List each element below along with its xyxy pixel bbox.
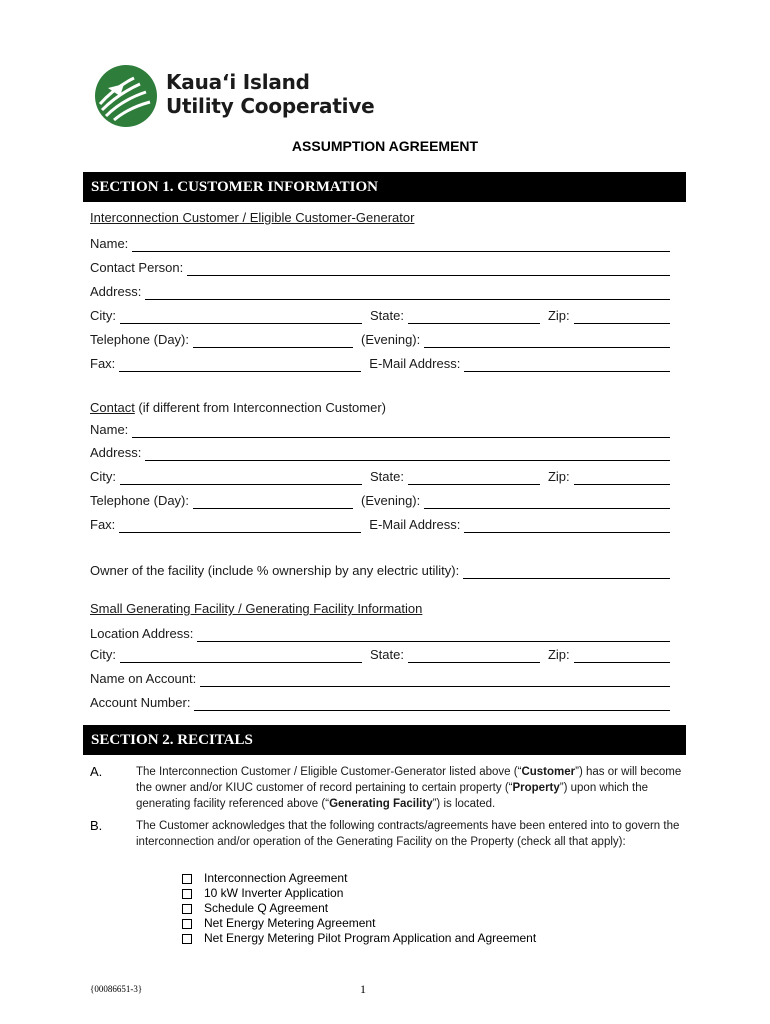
name-on-account-row (90, 667, 670, 687)
contact-fax-field[interactable] (119, 518, 361, 533)
contact-fax-row (90, 513, 670, 533)
checkbox[interactable] (182, 874, 192, 884)
contact-zip-field[interactable] (574, 470, 670, 485)
recital-a-part-4: ”) is located. (432, 798, 496, 810)
customer-telephone-day-field[interactable] (193, 333, 353, 348)
logo-line-2: Utility Cooperative (166, 94, 375, 118)
customer-city-field[interactable] (120, 309, 362, 324)
account-number-row (90, 691, 670, 711)
property-term: Property (512, 782, 560, 794)
document-id: {00086651-3} (90, 984, 143, 994)
checkbox[interactable] (182, 919, 192, 929)
contact-heading-note: (if different from Interconnection Customer) (134, 400, 387, 415)
zip-label: Zip: (547, 469, 570, 484)
owner-row (90, 559, 670, 579)
checklist-item-label: Net Energy Metering Agreement (204, 916, 376, 930)
customer-telephone-row (90, 328, 670, 348)
account-number-label: Account Number: (90, 695, 191, 710)
location-address-row (90, 622, 670, 642)
contact-name-row (90, 418, 670, 438)
kiuc-logo-icon (94, 64, 158, 128)
checkbox[interactable] (182, 934, 192, 944)
customer-zip-field[interactable] (574, 309, 670, 324)
recital-a-part-1: The Interconnection Customer / Eligible Customer-Generator listed above (“ (136, 766, 522, 778)
checklist-item (182, 871, 536, 886)
customer-address-row (90, 280, 670, 300)
facility-city-row (90, 643, 670, 663)
customer-fax-field[interactable] (119, 357, 361, 372)
logo-text (166, 70, 375, 118)
contact-heading-underlined: Contact (90, 400, 135, 415)
evening-label: (Evening): (361, 332, 421, 347)
page-number: 1 (360, 982, 366, 996)
fax-label: Fax: (90, 356, 116, 371)
agreement-checklist (182, 871, 536, 946)
evening-label: (Evening): (361, 493, 421, 508)
kiuc-logo (94, 64, 394, 128)
checklist-item-label: Net Energy Metering Pilot Program Application and Agreement (204, 931, 537, 945)
contact-person-row (90, 256, 670, 276)
city-label: City: (90, 647, 116, 662)
checklist-item-label: Interconnection Agreement (204, 871, 348, 885)
owner-field[interactable] (463, 564, 670, 579)
account-number-field[interactable] (194, 696, 670, 711)
contact-address-row (90, 441, 670, 461)
checklist-item (182, 916, 536, 931)
recital-a-part-2: ”) has or will become the owner and/or KIUC customer of record pertaining to certain property (“ (136, 766, 682, 794)
recital-a-letter: A. (90, 764, 103, 779)
section-1-header: SECTION 1. CUSTOMER INFORMATION (83, 172, 686, 202)
recital-b-letter: B. (90, 818, 103, 833)
owner-label: Owner of the facility (include % ownership by any electric utility): (90, 563, 460, 578)
checklist-item (182, 901, 536, 916)
recital-a-part-3: ”) upon which the generating facility referenced above (“ (136, 782, 648, 810)
customer-address-field[interactable] (145, 285, 670, 300)
customer-heading: Interconnection Customer / Eligible Customer-Generator (90, 210, 415, 225)
customer-fax-row (90, 352, 670, 372)
contact-city-field[interactable] (120, 470, 362, 485)
checkbox[interactable] (182, 904, 192, 914)
location-address-label: Location Address: (90, 626, 194, 641)
customer-state-field[interactable] (408, 309, 540, 324)
checklist-item (182, 931, 536, 946)
logo-line-1: Kaua‘i Island (166, 70, 310, 94)
customer-city-row (90, 304, 670, 324)
city-label: City: (90, 308, 116, 323)
email-label: E-Mail Address: (369, 517, 461, 532)
contact-heading (90, 400, 386, 415)
name-on-account-field[interactable] (200, 672, 670, 687)
contact-name-field[interactable] (132, 423, 670, 438)
document-title: ASSUMPTION AGREEMENT (291, 138, 479, 154)
telephone-day-label: Telephone (Day): (90, 332, 189, 347)
state-label: State: (370, 469, 404, 484)
state-label: State: (370, 308, 404, 323)
recital-b-text: The Customer acknowledges that the following contracts/agreements have been entered into to govern the interconnection and/or operation of the Generating Facility on the Property (check all that apply): (136, 820, 680, 848)
section-2-header: SECTION 2. RECITALS (83, 725, 686, 755)
zip-label: Zip: (547, 647, 570, 662)
customer-telephone-evening-field[interactable] (424, 333, 670, 348)
checklist-item-label: Schedule Q Agreement (204, 901, 329, 915)
contact-email-field[interactable] (464, 518, 670, 533)
contact-person-label: Contact Person: (90, 260, 184, 275)
facility-zip-field[interactable] (574, 648, 670, 663)
contact-telephone-evening-field[interactable] (424, 494, 670, 509)
zip-label: Zip: (547, 308, 570, 323)
telephone-day-label: Telephone (Day): (90, 493, 189, 508)
contact-state-field[interactable] (408, 470, 540, 485)
name-label: Name: (90, 422, 129, 437)
facility-city-field[interactable] (120, 648, 362, 663)
checkbox[interactable] (182, 889, 192, 899)
contact-telephone-day-field[interactable] (193, 494, 353, 509)
location-address-field[interactable] (197, 627, 670, 642)
contact-city-row (90, 465, 670, 485)
contact-address-field[interactable] (145, 446, 670, 461)
state-label: State: (370, 647, 404, 662)
recital-a-text (136, 764, 682, 812)
customer-email-field[interactable] (464, 357, 670, 372)
address-label: Address: (90, 284, 142, 299)
checklist-item-label: 10 kW Inverter Application (204, 886, 344, 900)
checklist-item (182, 886, 536, 901)
contact-person-field[interactable] (187, 261, 670, 276)
customer-name-row (90, 232, 670, 252)
facility-state-field[interactable] (408, 648, 540, 663)
city-label: City: (90, 469, 116, 484)
facility-heading: Small Generating Facility / Generating Facility Information (90, 601, 423, 616)
email-label: E-Mail Address: (369, 356, 461, 371)
customer-term: Customer (521, 766, 576, 778)
name-on-account-label: Name on Account: (90, 671, 197, 686)
fax-label: Fax: (90, 517, 116, 532)
customer-name-field[interactable] (132, 237, 670, 252)
contact-telephone-row (90, 489, 670, 509)
name-label: Name: (90, 236, 129, 251)
address-label: Address: (90, 445, 142, 460)
generating-facility-term: Generating Facility (329, 798, 433, 810)
